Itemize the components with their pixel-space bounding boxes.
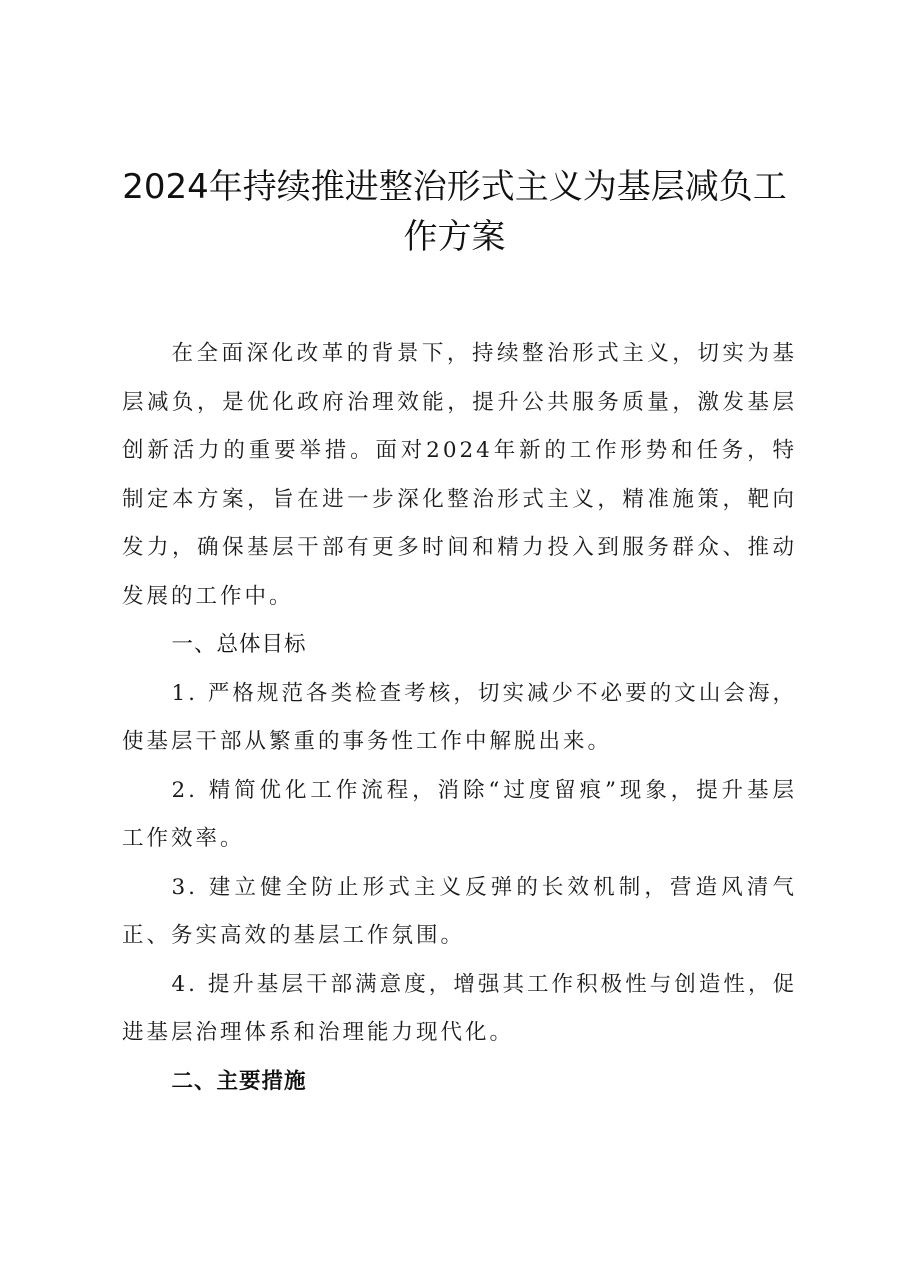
intro-paragraph: 在全面深化改革的背景下，持续整治形式主义，切实为基层减负，是优化政府治理效能，提升公共服务质量，激发基层创新活力的重要举措。面对2024年新的工作形势和任务，特制定本方案，旨在进一步深化整治形式主义，精准施策，靶向发力，确保基层干部有更多时间和精力投入到服务群众、推动发展的工作中。 (122, 341, 797, 609)
document-body (122, 330, 797, 1106)
section-heading-main-measures: 二、主要措施 (171, 1068, 307, 1094)
document-title-line-2: 作方案 (403, 217, 506, 257)
goal-item-4: 4. 提升基层干部满意度，增强其工作积极性与创造性，促进基层治理体系和治理能力现代化。 (122, 971, 797, 1045)
document-title (0, 162, 909, 262)
goal-item-3: 3. 建立健全防止形式主义反弹的长效机制，营造风清气正、务实高效的基层工作氛围。 (122, 874, 797, 948)
section-heading-overall-goals: 一、总体目标 (171, 632, 307, 657)
goal-item-1: 1. 严格规范各类检查考核，切实减少不必要的文山会海，使基层干部从繁重的事务性工作中解脱出来。 (122, 680, 797, 754)
goal-item-2: 2. 精简优化工作流程，消除“过度留痕”现象，提升基层工作效率。 (122, 777, 797, 851)
document-title-line-1: 2024年持续推进整治形式主义为基层减负工 (122, 167, 787, 207)
